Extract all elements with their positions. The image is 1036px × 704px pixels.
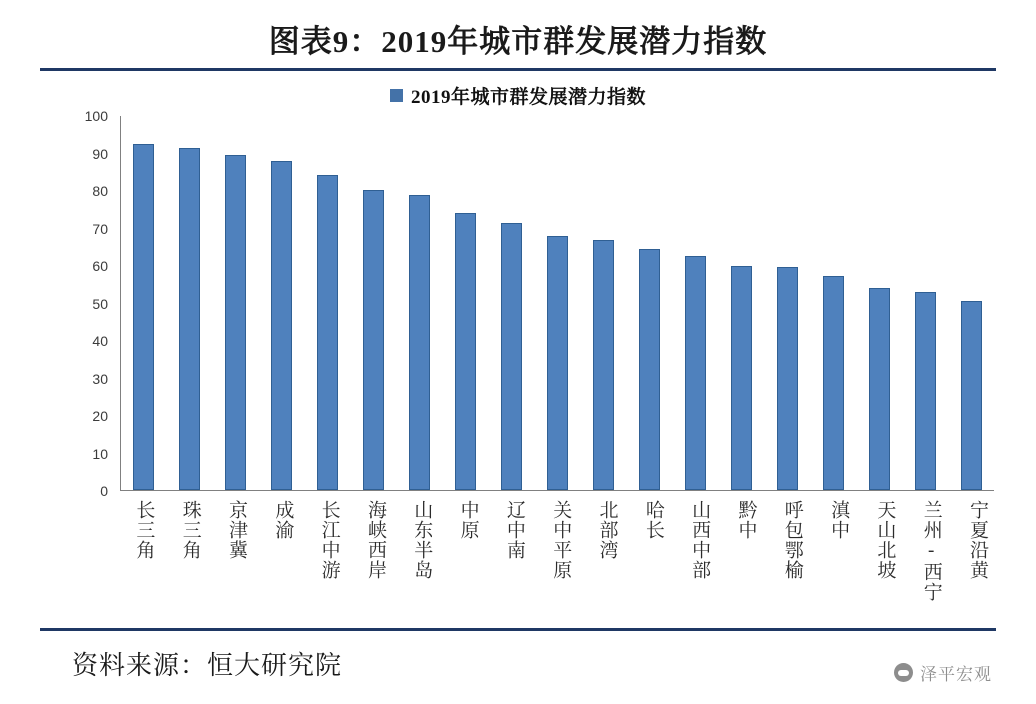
x-label-slot [166, 500, 212, 560]
bar-slot [167, 116, 213, 490]
x-axis-tick-label: 珠三角 [179, 500, 201, 560]
x-label-slot [861, 500, 907, 580]
x-label-slot [352, 500, 398, 580]
bar[interactable] [547, 236, 568, 490]
x-axis-tick-label: 长三角 [133, 500, 155, 560]
bar[interactable] [317, 175, 338, 490]
x-axis-tick-label: 呼包鄂榆 [781, 500, 803, 580]
bar[interactable] [225, 155, 246, 490]
x-label-slot [120, 500, 166, 560]
bar-slot [672, 116, 718, 490]
page-title [40, 8, 996, 68]
x-label-slot [305, 500, 351, 580]
legend-swatch-icon [390, 89, 403, 102]
bar[interactable] [179, 148, 200, 490]
x-axis-tick-label: 中原 [457, 500, 479, 540]
title-divider-top [40, 68, 996, 71]
bar-slot [902, 116, 948, 490]
bar[interactable] [639, 249, 660, 490]
x-axis-tick-label: 山东半岛 [411, 500, 433, 580]
bar[interactable] [915, 292, 936, 490]
title-text: 图表9：2019年城市群发展潜力指数 [268, 23, 768, 59]
bar-slot [443, 116, 489, 490]
y-axis-tick-label: 90 [92, 145, 108, 162]
bar-series [121, 116, 994, 490]
x-axis-tick-label: 哈长 [642, 500, 664, 540]
bar-slot [948, 116, 994, 490]
bar[interactable] [869, 288, 890, 490]
x-label-slot [537, 500, 583, 580]
x-axis-tick-label: 成渝 [272, 500, 294, 540]
bar[interactable] [777, 267, 798, 490]
x-label-slot [583, 500, 629, 560]
x-axis-tick-label: 滇中 [828, 500, 850, 540]
x-label-slot [398, 500, 444, 580]
chart-legend [0, 82, 1036, 109]
chart-plot-area [70, 108, 1000, 498]
x-axis-tick-label: 京津冀 [226, 500, 248, 560]
bar[interactable] [961, 301, 982, 490]
x-axis-tick-label: 兰州-西宁 [920, 500, 942, 602]
x-label-slot [815, 500, 861, 540]
x-axis-tick-label: 山西中部 [689, 500, 711, 580]
bar-slot [856, 116, 902, 490]
x-axis-tick-label: 关中平原 [550, 500, 572, 580]
y-axis-tick-label: 0 [100, 483, 108, 499]
bar[interactable] [271, 161, 292, 490]
x-label-slot [907, 500, 953, 602]
x-axis-tick-label: 宁夏沿黄 [967, 500, 989, 580]
y-axis-tick-label: 60 [92, 258, 108, 274]
x-axis-tick-label: 长江中游 [318, 500, 340, 580]
footer-divider [40, 628, 996, 631]
x-axis-tick-label: 海峡西岸 [364, 500, 386, 580]
bar[interactable] [685, 256, 706, 490]
y-axis-tick-label: 80 [92, 183, 108, 199]
x-label-slot [259, 500, 305, 540]
bar[interactable] [731, 266, 752, 490]
x-label-slot [768, 500, 814, 580]
y-axis-tick-label: 100 [84, 108, 108, 124]
y-axis-tick-label: 70 [92, 220, 108, 237]
x-axis-tick-label: 北部湾 [596, 500, 618, 560]
bar-slot [581, 116, 627, 490]
wechat-icon [894, 663, 913, 682]
x-label-slot [629, 500, 675, 540]
x-label-slot [676, 500, 722, 580]
bar-slot [489, 116, 535, 490]
bar[interactable] [363, 190, 384, 490]
bar[interactable] [593, 240, 614, 490]
x-label-slot [213, 500, 259, 560]
x-axis-tick-label: 黔中 [735, 500, 757, 540]
source-note: 资料来源：恒大研究院 [72, 651, 343, 680]
watermark-label: 泽平宏观 [920, 665, 992, 684]
bar-slot [810, 116, 856, 490]
bar[interactable] [501, 223, 522, 490]
bar[interactable] [823, 276, 844, 490]
bar-slot [764, 116, 810, 490]
y-axis-tick-label: 20 [92, 408, 108, 424]
x-axis-tick-label: 辽中南 [503, 500, 525, 560]
y-axis-tick-label: 30 [92, 370, 108, 387]
x-axis-tick-label: 天山北坡 [874, 500, 896, 580]
bar-slot [213, 116, 259, 490]
x-label-slot [491, 500, 537, 560]
x-label-slot [954, 500, 1000, 580]
bar-slot [626, 116, 672, 490]
bar[interactable] [455, 213, 476, 491]
legend-label: 2019年城市群发展潜力指数 [410, 87, 646, 108]
y-axis-tick-label: 10 [92, 445, 108, 462]
y-axis [70, 108, 114, 499]
bar-slot [121, 116, 167, 490]
bar-slot [718, 116, 764, 490]
bar[interactable] [133, 144, 154, 490]
bar-slot [397, 116, 443, 490]
bar-slot [305, 116, 351, 490]
bar-slot [535, 116, 581, 490]
bar-slot [351, 116, 397, 490]
plot-canvas [120, 116, 994, 491]
x-axis-labels [120, 500, 1000, 620]
watermark [894, 660, 992, 685]
bar-slot [259, 116, 305, 490]
y-axis-tick-label: 40 [92, 333, 108, 349]
x-label-slot [444, 500, 490, 540]
y-axis-tick-label: 50 [92, 295, 108, 312]
x-label-slot [722, 500, 768, 540]
bar[interactable] [409, 195, 430, 490]
